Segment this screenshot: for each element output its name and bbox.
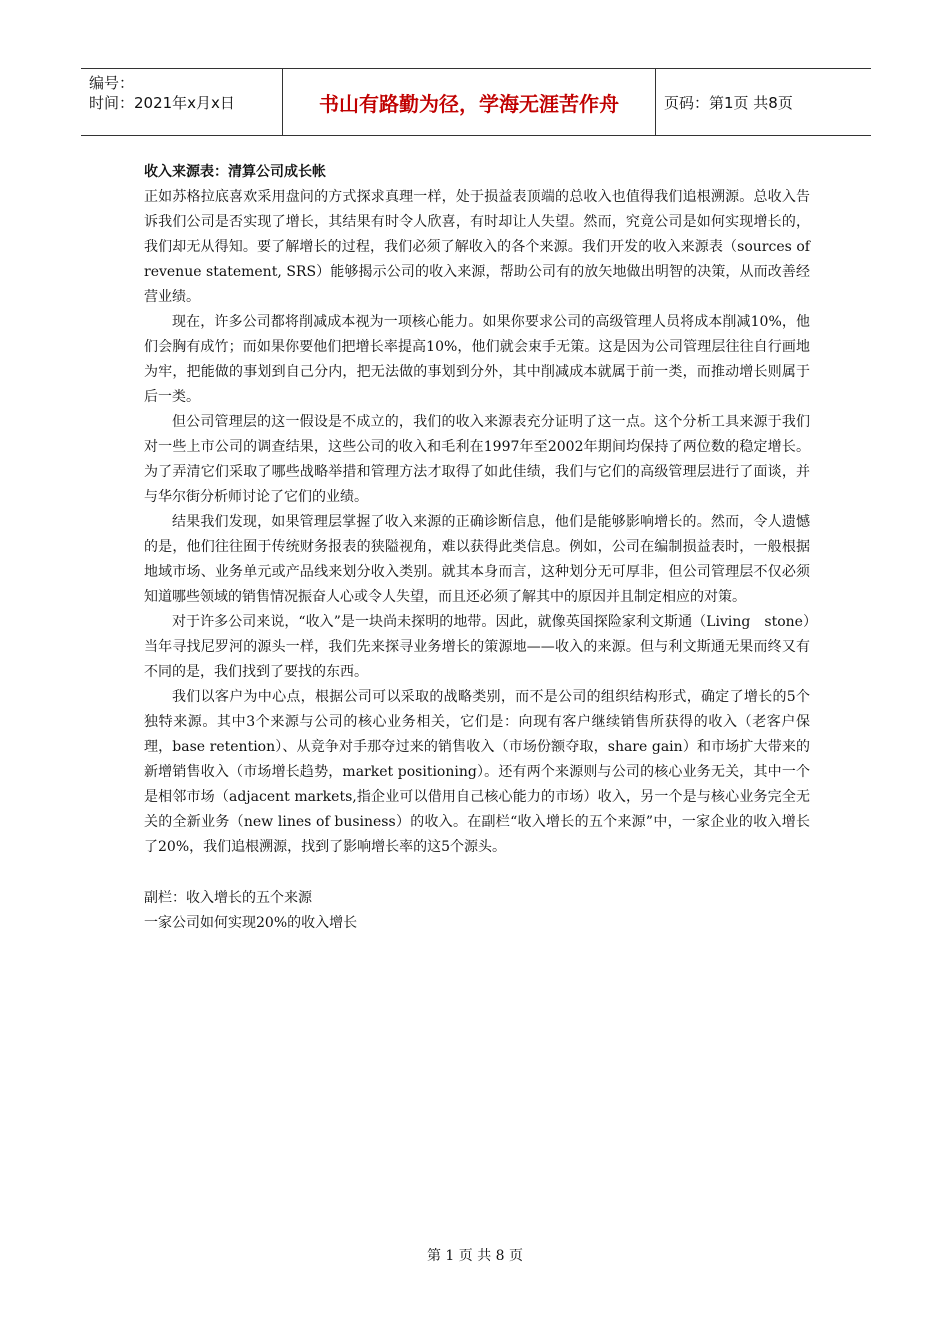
paragraph: 但公司管理层的这一假设是不成立的，我们的收入来源表充分证明了这一点。这个分析工具来源于我们对一些上市公司的调查结果，这些公司的收入和毛利在1997年至2002年期间均保持了两位数的稳定增长。为了弄清它们采取了哪些战略举措和管理方法才取得了如此佳绩，我们与它们的高级管理层进行了面谈，并与华尔街分析师讨论了它们的业绩。 [144, 414, 810, 505]
sidebar-subtitle: 一家公司如何实现20%的收入增长 [144, 915, 358, 931]
header-motto: 书山有路勤为径，学海无涯苦作舟 [283, 69, 656, 135]
paragraph: 我们以客户为中心点，根据公司可以采取的战略类别，而不是公司的组织结构形式，确定了增长的5个独特来源。其中3个来源与公司的核心业务相关，它们是：向现有客户继续销售所获得的收入（老客户保理，base retention）、从竞争对手那夺过来的销售收入（市场份额夺取，share gain）和市场扩大带来的新增销售收入（市场增长趋势，market positioning）。还有两个来源则与公司的核心业务无关，其中一个是相邻市场（adjacent markets,指企业可以借用自己核心能力的市场）收入，另一个是与核心业务完全无关的全新业务（new lines of business）的收入。在副栏“收入增长的五个来源”中，一家企业的收入增长了20%，我们追根溯源，找到了影响增长率的这5个源头。 [144, 689, 810, 855]
header-meta [81, 69, 283, 135]
article-body [144, 160, 810, 936]
date-label: 时间：2021年x月x日 [89, 94, 235, 112]
page-header [81, 68, 871, 136]
page-footer: 第 1 页 共 8 页 [426, 1248, 524, 1264]
paragraph: 正如苏格拉底喜欢采用盘问的方式探求真理一样，处于损益表顶端的总收入也值得我们追根溯源。总收入告诉我们公司是否实现了增长，其结果有时令人欣喜，有时却让人失望。然而，究竟公司是如何实现增长的，我们却无从得知。要了解增长的过程，我们必须了解收入的各个来源。我们开发的收入来源表（sources of revenue statement, SRS）能够揭示公司的收入来源，帮助公司有的放矢地做出明智的决策，从而改善经营业绩。 [144, 189, 810, 305]
header-page-label: 页码：第1页 共8页 [664, 93, 793, 112]
sidebar-title: 副栏：收入增长的五个来源 [144, 890, 312, 906]
article-title: 收入来源表：清算公司成长帐 [144, 164, 326, 180]
sidebar-heading-block [144, 886, 810, 936]
paragraph: 对于许多公司来说，“收入”是一块尚未探明的地带。因此，就像英国探险家利文斯通（Living stone）当年寻找尼罗河的源头一样，我们先来探寻业务增长的策源地——收入的来源。但与利文斯通无果而终又有不同的是，我们找到了要找的东西。 [144, 614, 810, 680]
serial-label: 编号： [89, 74, 135, 92]
paragraph: 现在，许多公司都将削减成本视为一项核心能力。如果你要求公司的高级管理人员将成本削减10%，他们会胸有成竹；而如果你要他们把增长率提高10%，他们就会束手无策。这是因为公司管理层往往自行画地为牢，把能做的事划到自己分内，把无法做的事划到分外，其中削减成本就属于前一类，而推动增长则属于后一类。 [144, 314, 810, 405]
paragraph: 结果我们发现，如果管理层掌握了收入来源的正确诊断信息，他们是能够影响增长的。然而，令人遗憾的是，他们往往囿于传统财务报表的狭隘视角，难以获得此类信息。例如，公司在编制损益表时，一般根据地域市场、业务单元或产品线来划分收入类别。就其本身而言，这种划分无可厚非，但公司管理层不仅必须知道哪些领域的销售情况振奋人心或令人失望，而且还必须了解其中的原因并且制定相应的对策。 [144, 514, 810, 605]
